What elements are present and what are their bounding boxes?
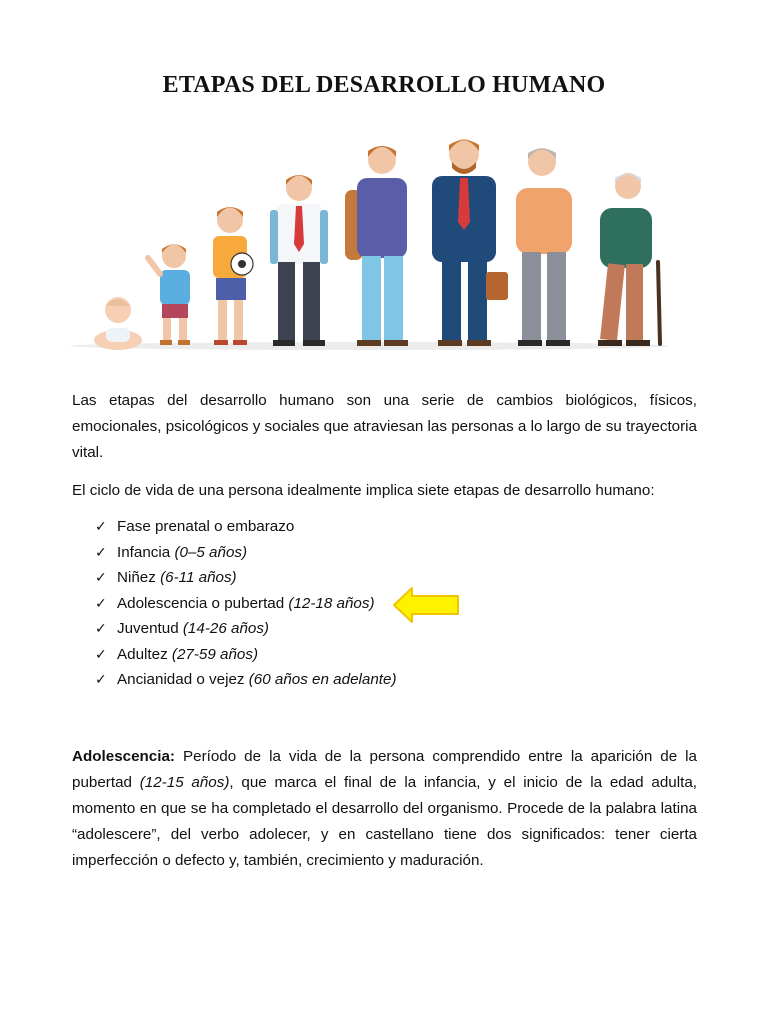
- list-item: [95, 540, 397, 566]
- page-title: ETAPAS DEL DESARROLLO HUMANO: [162, 72, 606, 98]
- stage-label: Ancianidad o vejez: [117, 671, 245, 688]
- list-item: [95, 642, 397, 668]
- check-icon: ✓: [95, 595, 107, 612]
- figure-elderly-man-with-cane: [598, 173, 660, 346]
- check-icon: ✓: [95, 621, 107, 637]
- check-icon: ✓: [95, 519, 107, 535]
- adolescence-range: (12-15 años): [139, 774, 230, 791]
- list-item: [95, 616, 397, 642]
- check-icon: ✓: [95, 544, 107, 561]
- stage-label: Fase prenatal o embarazo: [117, 518, 295, 535]
- figure-baby: [94, 297, 142, 350]
- stage-range: (6-11 años): [160, 569, 237, 586]
- adolescence-term: Adolescencia:: [72, 748, 175, 765]
- stage-label: Niñez: [117, 569, 156, 586]
- human-development-illustration: [70, 132, 670, 357]
- stage-range: (14-26 años): [182, 620, 269, 637]
- figure-schoolboy: [270, 175, 328, 346]
- adolescence-text-1: Período de la vida de la persona comprendido entre la aparición de la pubertad: [72, 748, 697, 791]
- check-icon: ✓: [95, 672, 107, 688]
- list-item: [95, 514, 397, 540]
- stages-list: [95, 514, 397, 693]
- figure-businessman: [432, 139, 508, 346]
- stage-label: Juventud: [117, 620, 179, 637]
- stage-label: Adultez: [117, 645, 168, 663]
- check-icon: ✓: [95, 570, 107, 586]
- highlight-arrow-icon: [392, 586, 460, 624]
- cycle-sentence: El ciclo de vida de una persona idealmente implica siete etapas de desarrollo humano:: [72, 482, 655, 499]
- list-item: [95, 591, 397, 617]
- figure-child-with-ball: [213, 207, 253, 345]
- figure-teen-with-backpack: [345, 146, 408, 346]
- stage-range: (0–5 años): [174, 543, 248, 561]
- stage-label: Adolescencia o pubertad: [117, 594, 285, 612]
- figure-middle-aged-man: [516, 148, 572, 346]
- stage-range: (12-18 años): [288, 594, 375, 612]
- list-item: [95, 565, 397, 591]
- stage-label: Infancia: [117, 543, 171, 561]
- adolescence-text-2: , que marca el final de la infancia, y el inicio de la edad adulta, momento en que se ha completado el desarrollo del organismo. Procede de la palabra latina “adolescere”, del verbo adolecer, y en castellano tiene dos significados: tener cierta imperfección o defecto y, también, crecimiento y maduración.: [72, 774, 697, 869]
- stage-range: (60 años en adelante): [248, 671, 397, 688]
- adolescence-paragraph: [72, 744, 697, 874]
- intro-paragraph: Las etapas del desarrollo humano son una serie de cambios biológicos, físicos, emocionales, psicológicos y sociales que atraviesan las personas a lo largo de su trayectoria vital.: [72, 392, 697, 461]
- figure-toddler: [148, 244, 190, 345]
- stage-range: (27-59 años): [171, 645, 259, 663]
- list-item: [95, 667, 397, 693]
- check-icon: ✓: [95, 646, 107, 663]
